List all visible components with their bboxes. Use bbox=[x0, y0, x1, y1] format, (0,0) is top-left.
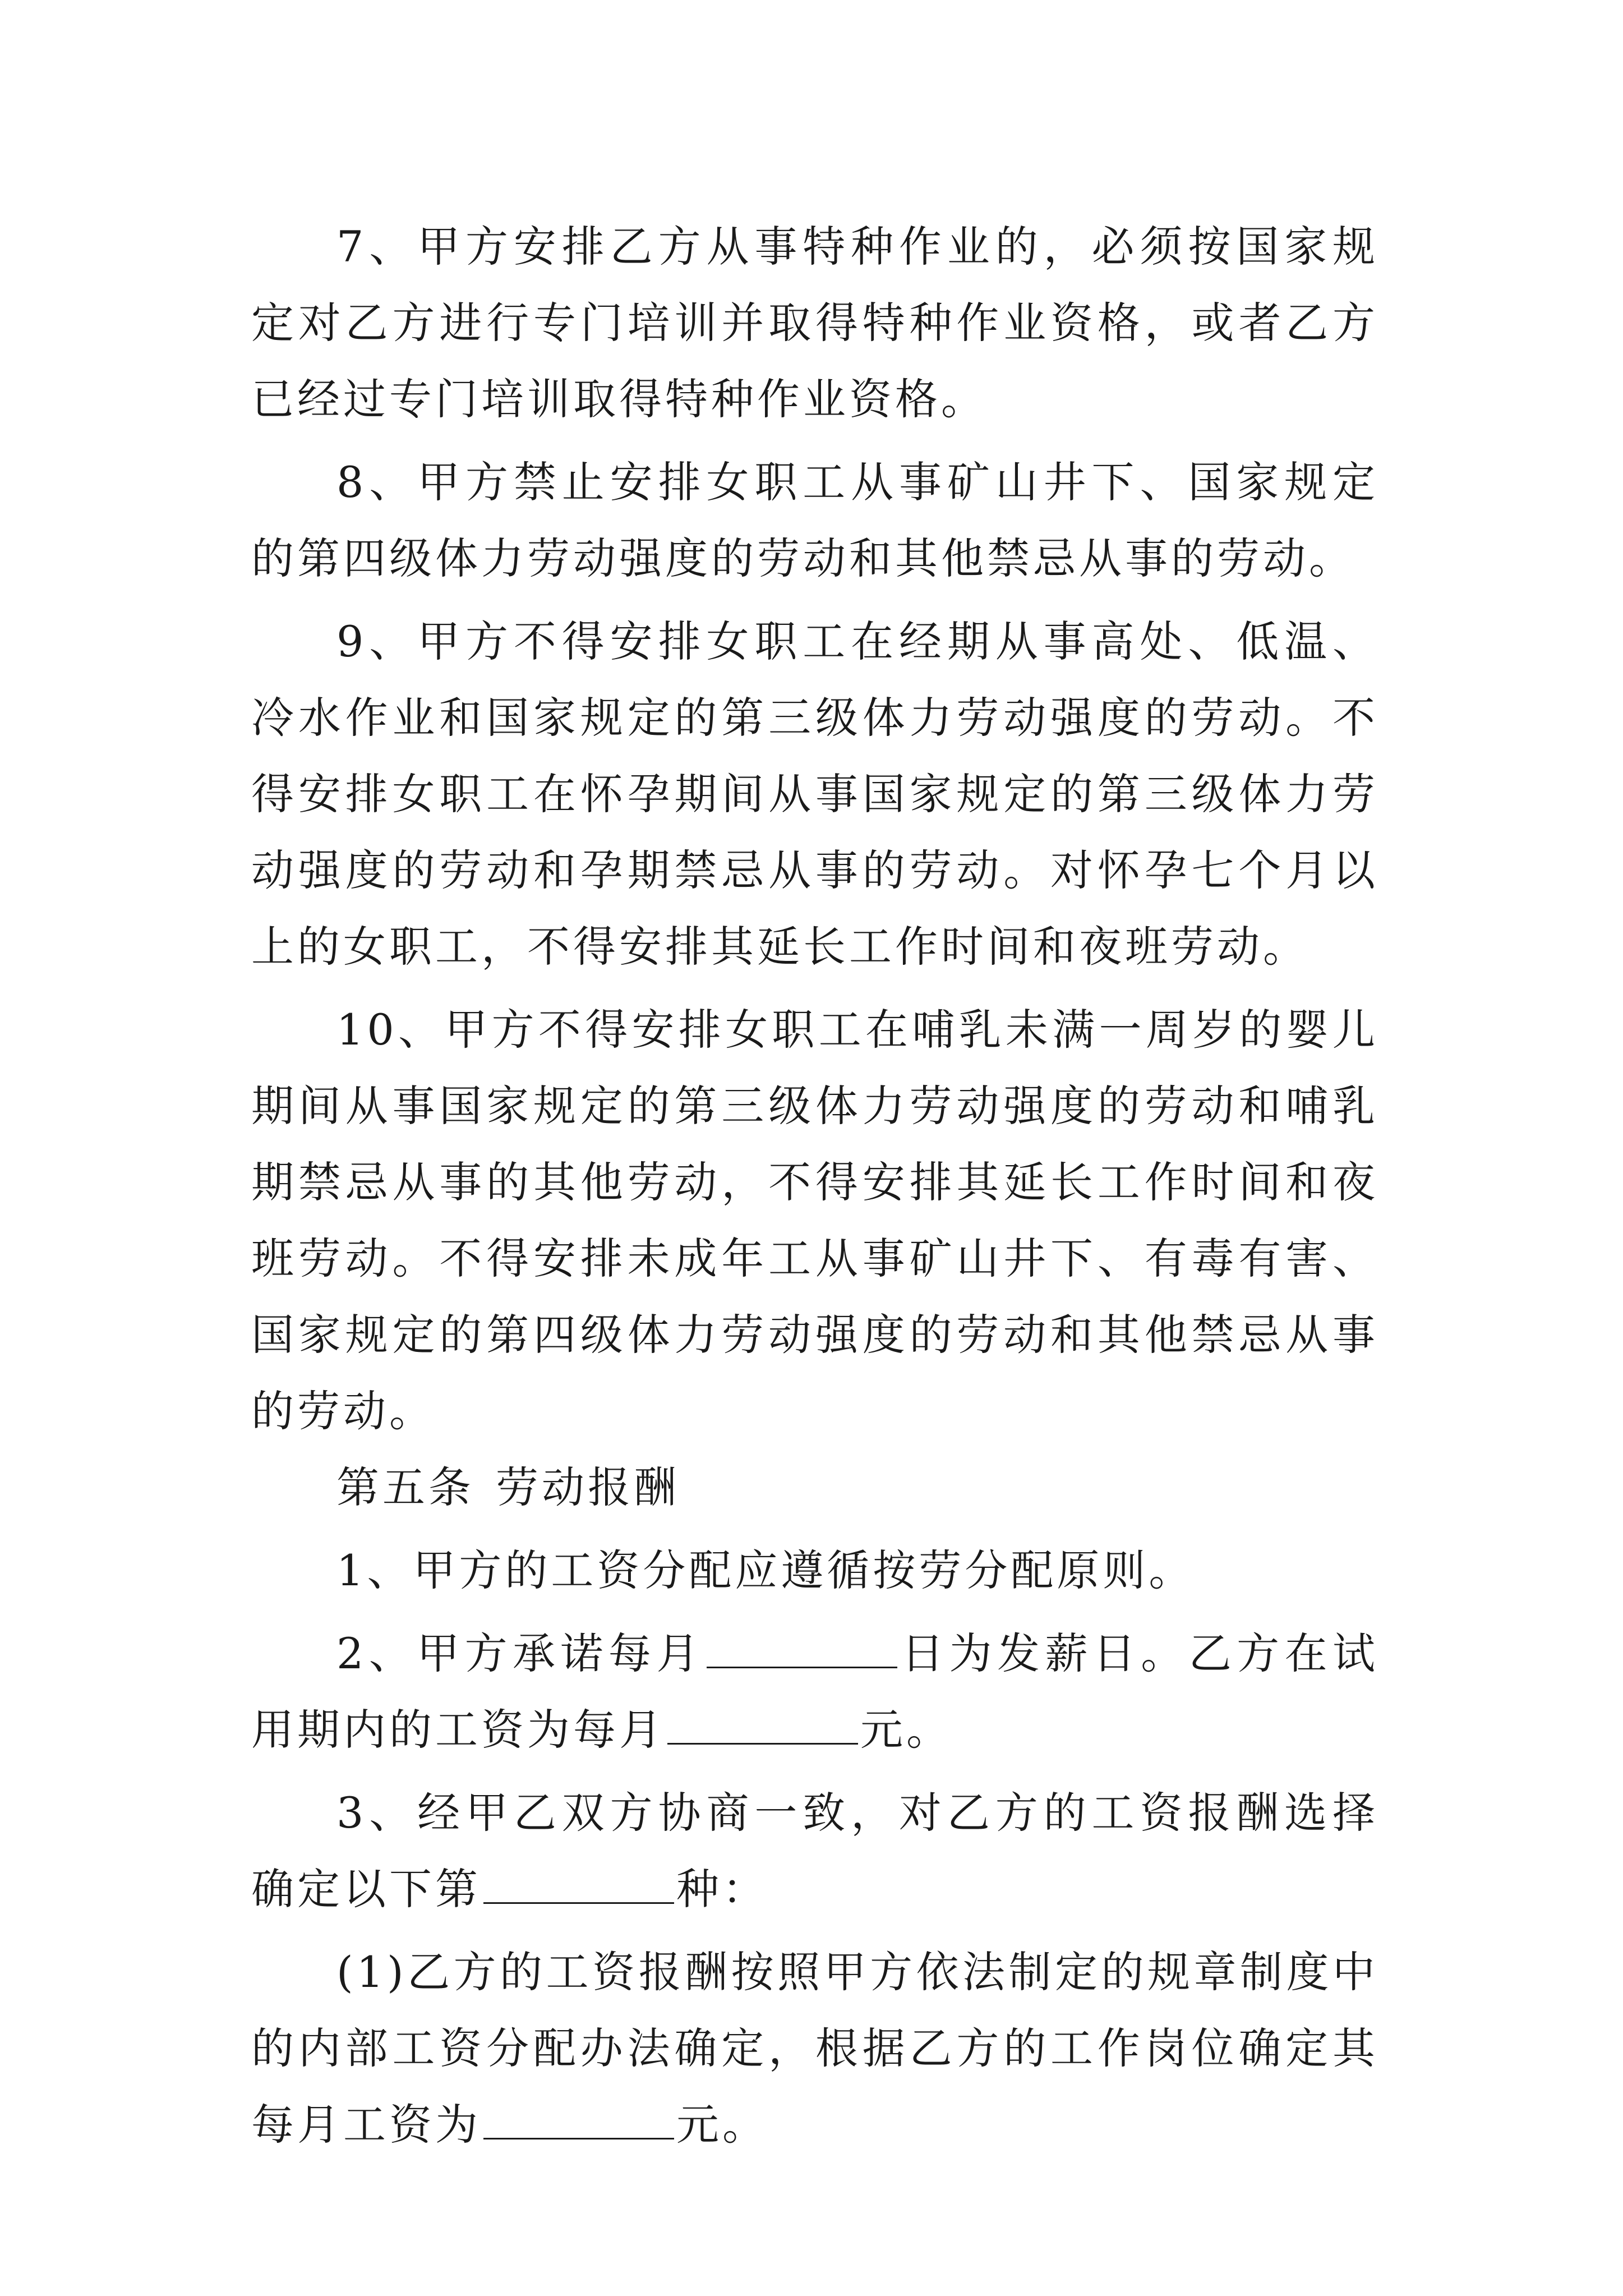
option-choice-blank bbox=[483, 1863, 674, 1904]
pay-option-1 bbox=[251, 1934, 1378, 2163]
pay-item-2-text-c: 元。 bbox=[860, 1705, 952, 1755]
section-number: 第五条 bbox=[336, 1462, 474, 1512]
section-heading bbox=[251, 1450, 1378, 1526]
pay-item-3 bbox=[251, 1775, 1378, 1927]
document-body bbox=[251, 209, 1378, 2163]
pay-item-2-text-b: 日为发薪日。乙方在试用期内的工资为每月 bbox=[251, 1628, 1378, 1755]
payday-blank bbox=[707, 1627, 897, 1668]
section-title: 劳动报酬 bbox=[496, 1462, 680, 1512]
probation-wage-blank bbox=[667, 1704, 858, 1745]
clause-10: 10、甲方不得安排女职工在哺乳未满一周岁的婴儿期间从事国家规定的第三级体力劳动强度的劳动和哺乳期禁忌从事的其他劳动，不得安排其延长工作时间和夜班劳动。不得安排未成年工从事矿山井下、有毒有害、国家规定的第四级体力劳动强度的劳动和其他禁忌从事的劳动。 bbox=[251, 1005, 1378, 1436]
pay-item-3-text-b: 种： bbox=[676, 1864, 768, 1914]
pay-item-2-text-a: 2、甲方承诺每月 bbox=[336, 1628, 704, 1678]
clause-8: 8、甲方禁止安排女职工从事矿山井下、国家规定的第四级体力劳动强度的劳动和其他禁忌从事的劳动。 bbox=[251, 457, 1378, 583]
pay-option-1-text-a: (1)乙方的工资报酬按照甲方依法制定的规章制度中的内部工资分配办法确定，根据乙方的工作岗位确定其每月工资为 bbox=[251, 1947, 1378, 2150]
pay-option-1-text-b: 元。 bbox=[676, 2100, 768, 2150]
pay-item-2 bbox=[251, 1616, 1378, 1768]
pay-item-3-text-a: 3、经甲乙双方协商一致，对乙方的工资报酬选择确定以下第 bbox=[251, 1788, 1378, 1914]
clause-9: 9、甲方不得安排女职工在经期从事高处、低温、冷水作业和国家规定的第三级体力劳动强度的劳动。不得安排女职工在怀孕期间从事国家规定的第三级体力劳动强度的劳动和孕期禁忌从事的劳动。对怀孕七个月以上的女职工，不得安排其延长工作时间和夜班劳动。 bbox=[251, 616, 1378, 972]
monthly-wage-blank bbox=[483, 2099, 674, 2139]
clause-7: 7、甲方安排乙方从事特种作业的，必须按国家规定对乙方进行专门培训并取得特种作业资格，或者乙方已经过专门培训取得特种作业资格。 bbox=[251, 222, 1378, 424]
pay-item-1: 1、甲方的工资分配应遵循按劳分配原则。 bbox=[336, 1545, 1195, 1595]
